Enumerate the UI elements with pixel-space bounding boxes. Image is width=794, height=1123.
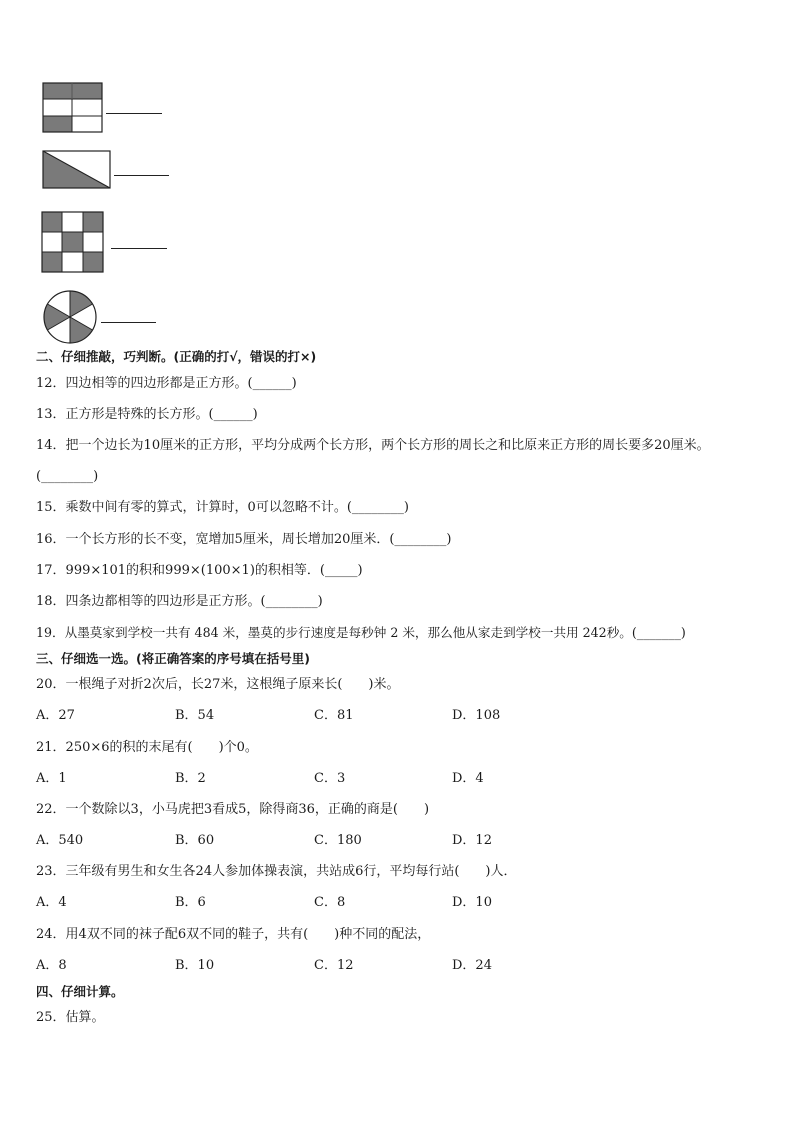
option-b[interactable]: B．54: [175, 708, 215, 723]
option-d[interactable]: D．10: [452, 895, 492, 910]
option-d[interactable]: D．108: [452, 708, 501, 723]
option-b[interactable]: B．6: [175, 895, 206, 910]
option-a[interactable]: A．1: [36, 771, 67, 786]
question-14: 14．把一个边长为10厘米的正方形，平均分成两个长方形，两个长方形的周长之和比原来正方形的周长要多20厘米。: [36, 438, 710, 453]
option-a[interactable]: A．8: [36, 958, 67, 973]
question-24: 24．用4双不同的袜子配6双不同的鞋子，共有( )种不同的配法，: [36, 927, 431, 942]
option-c[interactable]: C．180: [314, 833, 362, 848]
question-15: 15．乘数中间有零的算式，计算时，0可以忽略不计。(________): [36, 500, 409, 515]
option-c[interactable]: C．81: [314, 708, 354, 723]
option-b[interactable]: B．2: [175, 771, 206, 786]
section-4-heading: 四、仔细计算。: [36, 984, 124, 999]
answer-blank-4[interactable]: [101, 322, 156, 323]
option-d[interactable]: D．4: [452, 771, 484, 786]
answer-blank-1[interactable]: [106, 113, 162, 114]
answer-blank-3[interactable]: [111, 248, 167, 249]
section-2-heading: 二、仔细推敲，巧判断。(正确的打√，错误的打×): [36, 349, 317, 364]
option-a[interactable]: A．4: [36, 895, 67, 910]
question-14-answer: (________): [36, 469, 99, 484]
question-17: 17．999×101的积和999×(100×1)的积相等．(_____): [36, 563, 363, 578]
question-13: 13．正方形是特殊的长方形。(______): [36, 407, 258, 422]
question-25: 25．估算。: [36, 1010, 105, 1025]
section-3-heading: 三、仔细选一选。(将正确答案的序号填在括号里): [36, 651, 310, 666]
option-c[interactable]: C．8: [314, 895, 346, 910]
fraction-figure-diagonal-rectangle: [42, 150, 112, 190]
question-23: 23．三年级有男生和女生各24人参加体操表演，共站成6行，平均每行站( )人．: [36, 864, 517, 879]
fraction-figure-circle-sectors: [42, 289, 98, 345]
option-b[interactable]: B．10: [175, 958, 215, 973]
question-20: 20．一根绳子对折2次后，长27米，这根绳子原来长( )米。: [36, 677, 400, 692]
option-d[interactable]: D．12: [452, 833, 492, 848]
answer-blank-2[interactable]: [114, 175, 169, 176]
question-19: 19．从墨莫家到学校一共有 484 米，墨莫的步行速度是每秒钟 2 米，那么他从家走到学校一共用 242秒。(_______): [36, 625, 686, 640]
question-12: 12．四边相等的四边形都是正方形。(______): [36, 376, 297, 391]
fraction-figure-grid-rectangle: [42, 82, 104, 134]
option-a[interactable]: A．540: [36, 833, 84, 848]
question-21: 21．250×6的积的末尾有( )个0。: [36, 740, 258, 755]
option-d[interactable]: D．24: [452, 958, 492, 973]
fraction-figure-checkerboard: [41, 211, 105, 273]
option-c[interactable]: C．3: [314, 771, 346, 786]
option-a[interactable]: A．27: [36, 708, 75, 723]
question-22: 22．一个数除以3，小马虎把3看成5，除得商36，正确的商是( ): [36, 802, 430, 817]
question-18: 18．四条边都相等的四边形是正方形。(________): [36, 594, 323, 609]
option-c[interactable]: C．12: [314, 958, 354, 973]
option-b[interactable]: B．60: [175, 833, 215, 848]
question-16: 16．一个长方形的长不变，宽增加5厘米，周长增加20厘米．(________): [36, 532, 452, 547]
